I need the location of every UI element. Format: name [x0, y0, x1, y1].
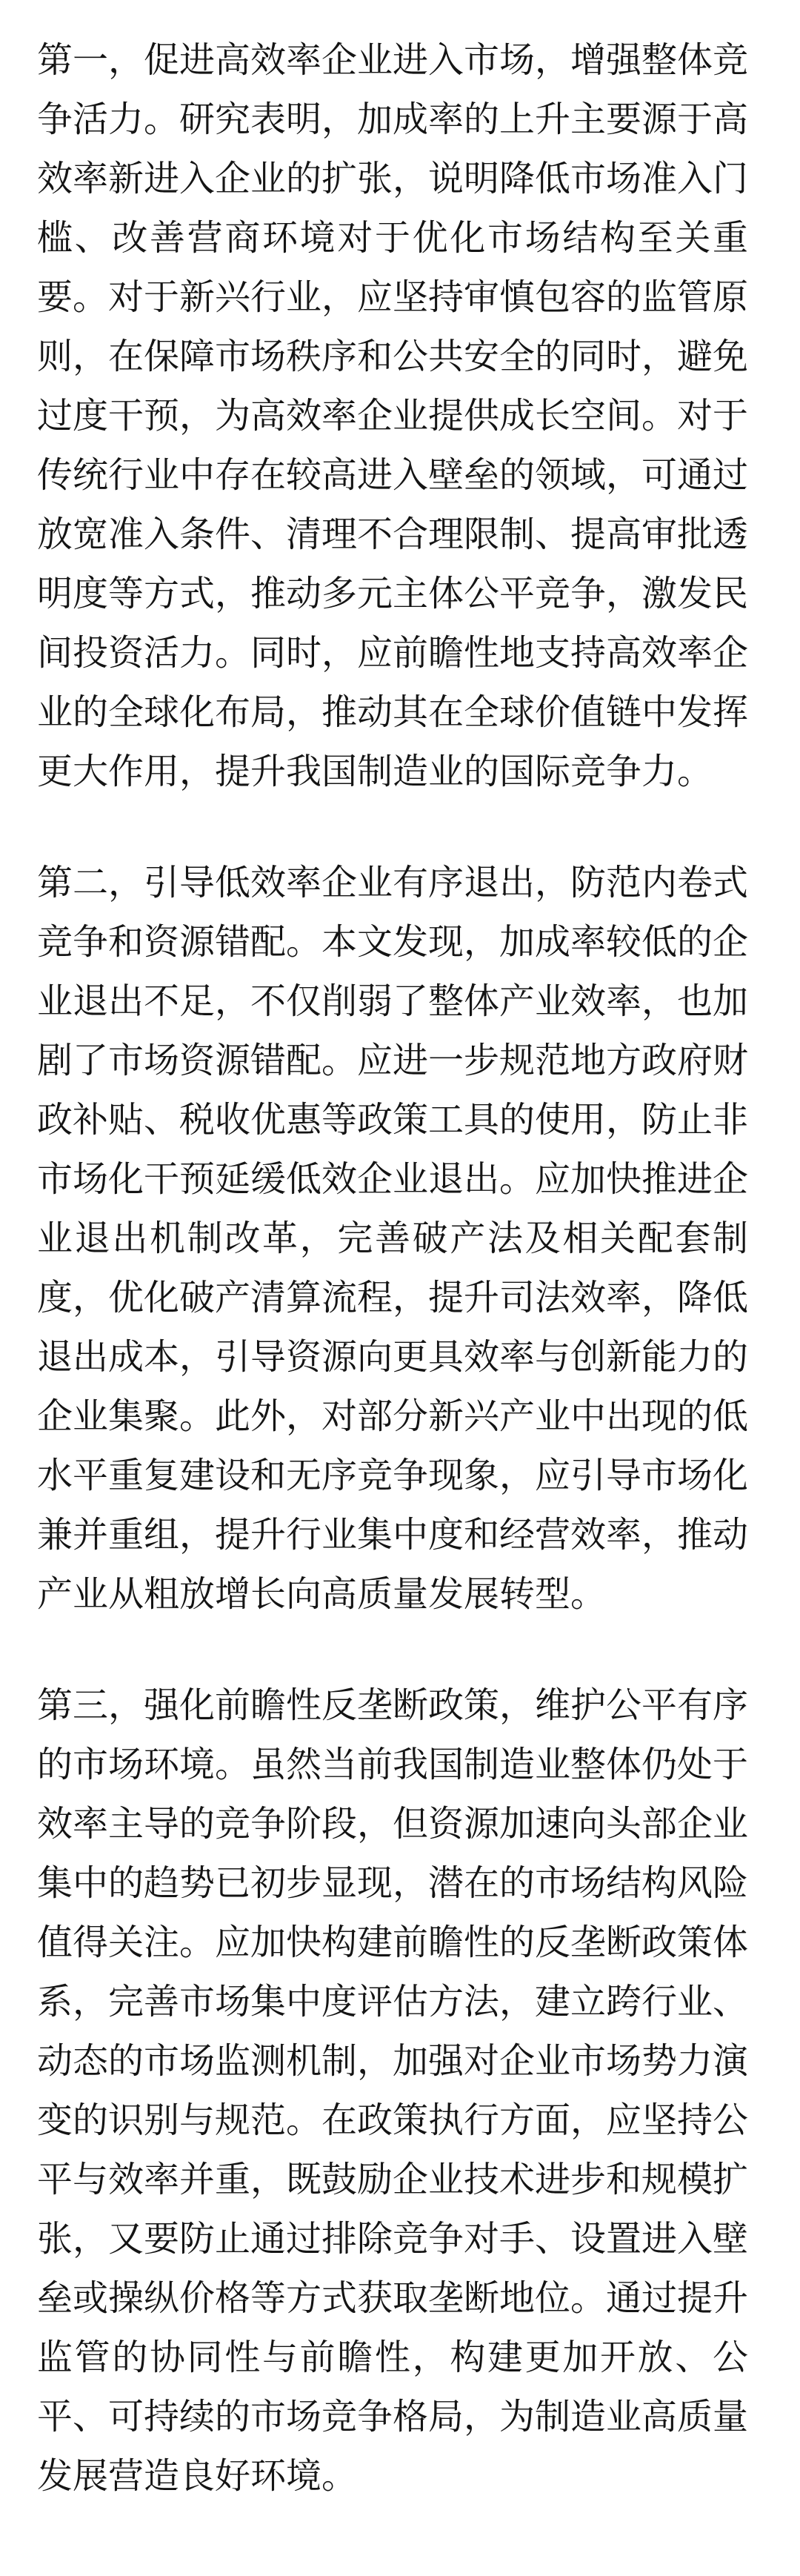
text-line: 明度等方式，推动多元主体公平竞争，激发民: [37, 574, 748, 614]
text-line: 更大作用，提升我国制造业的国际竞争力。: [37, 752, 713, 791]
text-line: 系，完善市场集中度评估方法，建立跨行业、: [37, 1982, 748, 2022]
text-line: 效率主导的竞争阶段，但资源加速向头部企业: [37, 1805, 748, 1844]
text-line: 政补贴、税收优惠等政策工具的使用，防止非: [37, 1101, 748, 1140]
text-line: 值得关注。应加快构建前瞻性的反垄断政策体: [37, 1923, 748, 1962]
text-line: 间投资活力。同时，应前瞻性地支持高效率企: [37, 634, 748, 673]
text-line: 兼并重组，提升行业集中度和经营效率，推动: [37, 1516, 748, 1555]
text-line: 第一，促进高效率企业进入市场，增强整体竞: [37, 41, 748, 80]
text-line: 企业集聚。此外，对部分新兴产业中出现的低: [37, 1397, 748, 1436]
text-line: 效率新进入企业的扩张，说明降低市场准入门: [37, 159, 748, 199]
text-line: 产业从粗放增长向高质量发展转型。: [37, 1575, 607, 1614]
text-line: 水平重复建设和无序竞争现象，应引导市场化: [37, 1456, 748, 1496]
text-line: 度，优化破产清算流程，提升司法效率，降低: [37, 1278, 748, 1318]
text-line: 变的识别与规范。在政策执行方面，应坚持公: [37, 2101, 748, 2140]
text-line: 要。对于新兴行业，应坚持审慎包容的监管原: [37, 278, 748, 317]
paragraph: [37, 31, 748, 802]
text-line: 市场化干预延缓低效企业退出。应加快推进企: [37, 1160, 748, 1199]
text-line: 的市场环境。虽然当前我国制造业整体仍处于: [37, 1745, 748, 1785]
text-line: 第二，引导低效率企业有序退出，防范内卷式: [37, 863, 748, 903]
text-line: 业退出机制改革，完善破产法及相关配套制: [37, 1219, 748, 1258]
text-line: 集中的趋势已初步显现，潜在的市场结构风险: [37, 1864, 748, 1903]
text-line: 退出成本，引导资源向更具效率与创新能力的: [37, 1338, 748, 1377]
text-line: 监管的协同性与前瞻性，构建更加开放、公: [37, 2338, 748, 2377]
text-line: 过度干预，为高效率企业提供成长空间。对于: [37, 396, 748, 436]
text-line: 则，在保障市场秩序和公共安全的同时，避免: [37, 337, 748, 376]
text-line: 剧了市场资源错配。应进一步规范地方政府财: [37, 1041, 748, 1080]
text-line: 发展营造良好环境。: [37, 2457, 358, 2496]
text-line: 动态的市场监测机制，加强对企业市场势力演: [37, 2042, 748, 2081]
text-line: 竞争和资源错配。本文发现，加成率较低的企: [37, 923, 748, 962]
text-line: 业退出不足，不仅削弱了整体产业效率，也加: [37, 982, 748, 1021]
text-line: 垒或操纵价格等方式获取垄断地位。通过提升: [37, 2279, 748, 2318]
paragraph: [37, 854, 748, 1624]
text-line: 第三，强化前瞻性反垄断政策，维护公平有序: [37, 1686, 748, 1725]
text-line: 放宽准入条件、清理不合理限制、提高审批透: [37, 515, 748, 554]
text-line: 平、可持续的市场竞争格局，为制造业高质量: [37, 2397, 748, 2437]
text-line: 平与效率并重，既鼓励企业技术进步和规模扩: [37, 2160, 748, 2200]
text-line: 张，又要防止通过排除竞争对手、设置进入壁: [37, 2220, 748, 2259]
text-line: 槛、改善营商环境对于优化市场结构至关重: [37, 219, 748, 258]
text-line: 争活力。研究表明，加成率的上升主要源于高: [37, 100, 748, 139]
text-line: 业的全球化布局，推动其在全球价值链中发挥: [37, 693, 748, 732]
text-line: 传统行业中存在较高进入壁垒的领域，可通过: [37, 456, 748, 495]
paragraph: [37, 1676, 748, 2506]
